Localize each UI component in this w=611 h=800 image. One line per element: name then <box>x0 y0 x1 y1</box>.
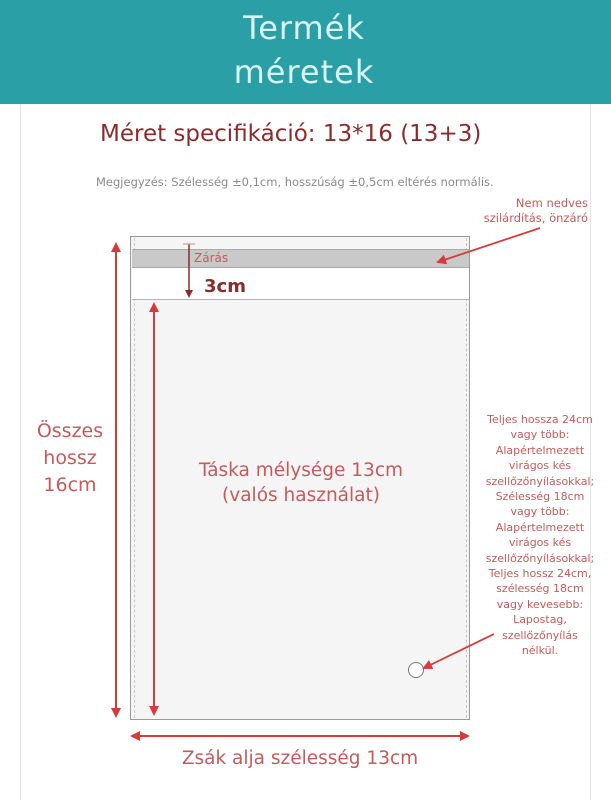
total-length-line: 16cm <box>43 474 97 496</box>
vent-note-line: szélesség 18cm <box>496 582 584 596</box>
vent-note-line: Alapértelmezett <box>495 520 585 534</box>
tolerance-note: Megjegyzés: Szélesség ±0,1cm, hosszúság ±0,5cm eltérés normális. <box>96 175 494 189</box>
bag-depth-line: Táska mélysége 13cm <box>198 460 404 481</box>
flap-depth-label: 3cm <box>204 276 246 297</box>
vent-note-line: Lapostag, <box>513 613 567 627</box>
bottom-width-label: Zsák alja szélesség 13cm <box>181 748 419 769</box>
closure-label: Zárás <box>194 251 229 265</box>
total-length-line: hossz <box>43 447 97 469</box>
vent-note-line: szellőzőnyílásokkal; <box>485 551 595 565</box>
vent-note-line: Teljes hossz 24cm, <box>488 567 592 581</box>
bag-depth-line: (valós használat) <box>222 485 380 506</box>
vent-note-line: nélkül. <box>521 644 559 658</box>
seal-label-line: Nem nedves <box>515 196 588 210</box>
vent-note-line: Teljes hossza 24cm <box>487 413 593 426</box>
vent-note-line: virágos kés <box>508 459 572 473</box>
vent-note-line: Alapértelmezett <box>495 443 585 457</box>
vent-note-line: Szélesség 18cm <box>495 490 585 504</box>
vent-note-line: vagy kevesebb: <box>496 597 584 611</box>
seal-pointer-arrow <box>438 228 540 262</box>
vent-note-line: szellőzőnyílás <box>502 628 578 642</box>
vent-note-line: vagy több: <box>510 505 570 519</box>
title-line-1: Termék <box>243 9 365 47</box>
vent-note-line: szellőzőnyílásokkal; <box>485 474 595 488</box>
title-line-2: méretek <box>233 53 375 91</box>
total-length-line: Összes <box>36 420 104 442</box>
vent-note-line: vagy több: <box>510 428 570 442</box>
vent-note-line: virágos kés <box>508 536 572 550</box>
vent-pointer-arrow <box>424 634 494 668</box>
seal-label-line: szilárdítás, önzáró <box>483 211 588 225</box>
spec-title: Méret specifikáció: 13*16 (13+3) <box>100 121 482 147</box>
